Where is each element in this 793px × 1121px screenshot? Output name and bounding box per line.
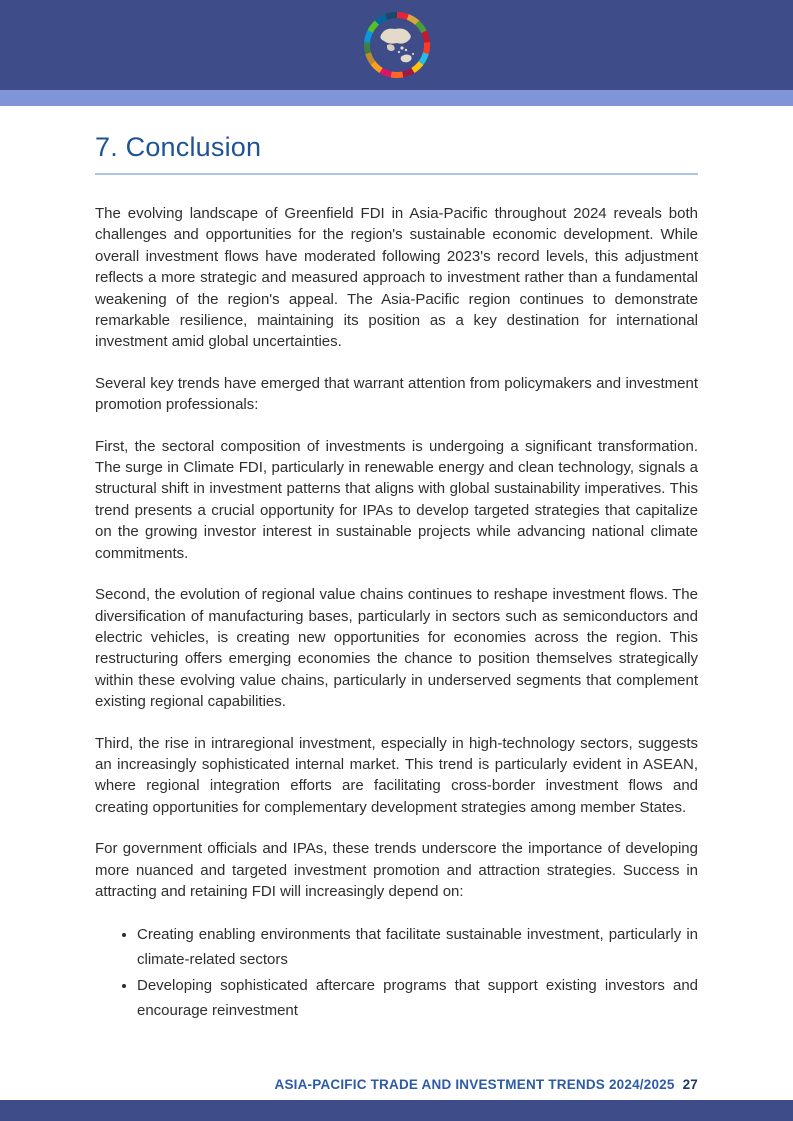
footer [275, 1077, 699, 1092]
paragraph: For government officials and IPAs, these trends underscore the importance of developing more nuanced and targeted investment promotion and attraction strategies. Success in attracting and retaining FDI will increasingly depend on: [95, 840, 698, 900]
page-title: 7. Conclusion [95, 132, 262, 162]
footer-report-title: ASIA-PACIFIC TRADE AND INVESTMENT TRENDS 2024/2025 [274, 1077, 675, 1092]
header-band [0, 0, 793, 90]
body-copy [95, 203, 698, 1023]
paragraph: Second, the evolution of regional value chains continues to reshape investment flows. The diversification of manufacturing bases, particularly in sectors such as semiconductors and electric vehicles, is creating new opportunities for economies across the region. This restructuring offers emerging economies the chance to position themselves strategically within these evolving value chains, particularly in underserved segments that complement existing regional capabilities. [95, 586, 698, 711]
paragraph: The evolving landscape of Greenfield FDI in Asia-Pacific throughout 2024 reveals both challenges and opportunities for the region's sustainable economic development. While overall investment flows have moderated following 2023's record levels, this adjustment reflects a more strategic and measured approach to investment rather than a fundamental weakening of the region's appeal. The Asia-Pacific region continues to demonstrate remarkable resilience, maintaining its position as a key destination for international investment amid global uncertainties. [95, 205, 698, 351]
paragraph: Third, the rise in intraregional investment, especially in high-technology sectors, suggests an increasingly sophisticated internal market. This trend is particularly evident in ASEAN, where regional integration efforts are facilitating cross-border investment flows and creating opportunities for complementary development strategies among member States. [95, 734, 698, 816]
bullet-list [123, 922, 698, 1023]
bullet-item: • Developing sophisticated aftercare programs that support existing investors and encourage reinvestment [137, 973, 698, 1023]
accent-strip [0, 90, 793, 106]
page-content [0, 106, 793, 1023]
paragraph: First, the sectoral composition of investments is undergoing a significant transformation. The surge in Climate FDI, particularly in renewable energy and clean technology, signals a structural shift in investment patterns that aligns with global sustainability imperatives. This trend presents a crucial opportunity for IPAs to develop targeted strategies that capitalize on the growing investor interest in sustainable projects while advancing national climate commitments. [95, 437, 698, 562]
footer-band [0, 1100, 793, 1121]
logo-inner-circle [370, 18, 424, 72]
title-underline [95, 173, 698, 175]
footer-page-number: 27 [682, 1077, 698, 1092]
sdg-wheel-asia-pacific-map-icon [364, 12, 430, 78]
paragraph: Several key trends have emerged that warrant attention from policymakers and investment promotion professionals: [95, 374, 698, 414]
asia-pacific-map-graphic [375, 23, 419, 67]
bullet-item: • Creating enabling environments that facilitate sustainable investment, particularly in climate-related sectors [137, 922, 698, 972]
